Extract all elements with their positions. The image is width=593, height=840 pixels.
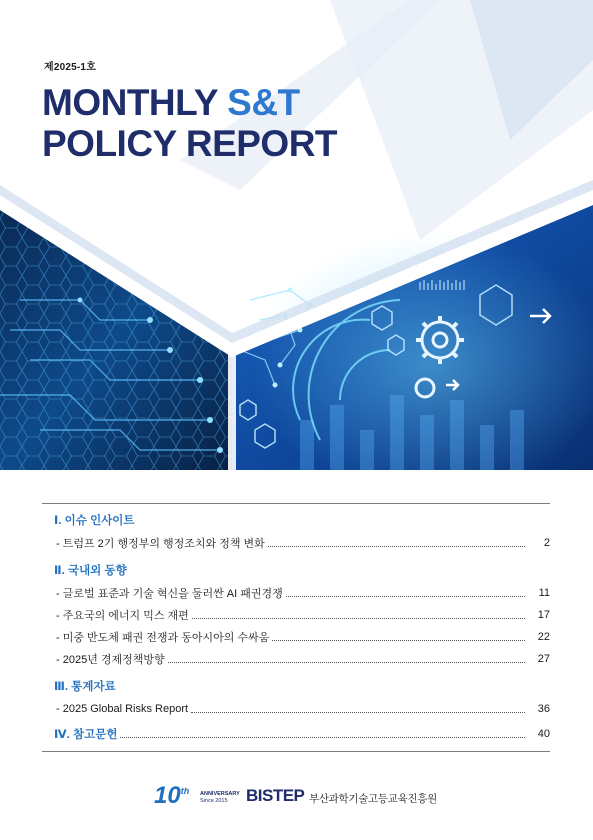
toc-item[interactable]: - 주요국의 에너지 믹스 재편 17 bbox=[56, 609, 550, 622]
toc-item[interactable]: - 글로벌 표준과 기술 혁신을 둘러싼 AI 패권경쟁 11 bbox=[56, 587, 550, 600]
toc-item[interactable]: - 2025년 경제정책방향 27 bbox=[56, 653, 550, 666]
table-of-contents bbox=[42, 503, 550, 752]
anniversary-logo: 10th bbox=[154, 782, 190, 809]
report-title bbox=[42, 82, 337, 164]
toc-section-heading: Ⅲ. 통계자료 bbox=[54, 681, 116, 693]
bistep-logo: BISTEP bbox=[246, 786, 305, 805]
organization-name: 부산과학기술고등교육진흥원 bbox=[309, 793, 437, 805]
toc-item[interactable]: - 2025 Global Risks Report 36 bbox=[56, 703, 550, 715]
toc-item-references[interactable]: Ⅳ. 참고문헌 40 bbox=[54, 728, 550, 741]
issue-number: 제2025-1호 bbox=[44, 62, 97, 73]
anniversary-caption: ANNIVERSARY Since 2015 bbox=[200, 791, 240, 804]
title-line2: POLICY REPORT bbox=[42, 123, 338, 164]
title-line1: MONTHLY S&T bbox=[42, 82, 300, 123]
toc-item[interactable]: - 미중 반도체 패권 전쟁과 동아시아의 수싸움 22 bbox=[56, 631, 550, 644]
title-accent: S&T bbox=[227, 82, 300, 123]
toc-section-heading: Ⅱ. 국내외 동향 bbox=[54, 565, 127, 577]
toc-section-heading: Ⅰ. 이슈 인사이트 bbox=[54, 515, 135, 527]
toc-item[interactable]: - 트럼프 2기 행정부의 행정조치와 정책 변화 2 bbox=[56, 537, 550, 550]
